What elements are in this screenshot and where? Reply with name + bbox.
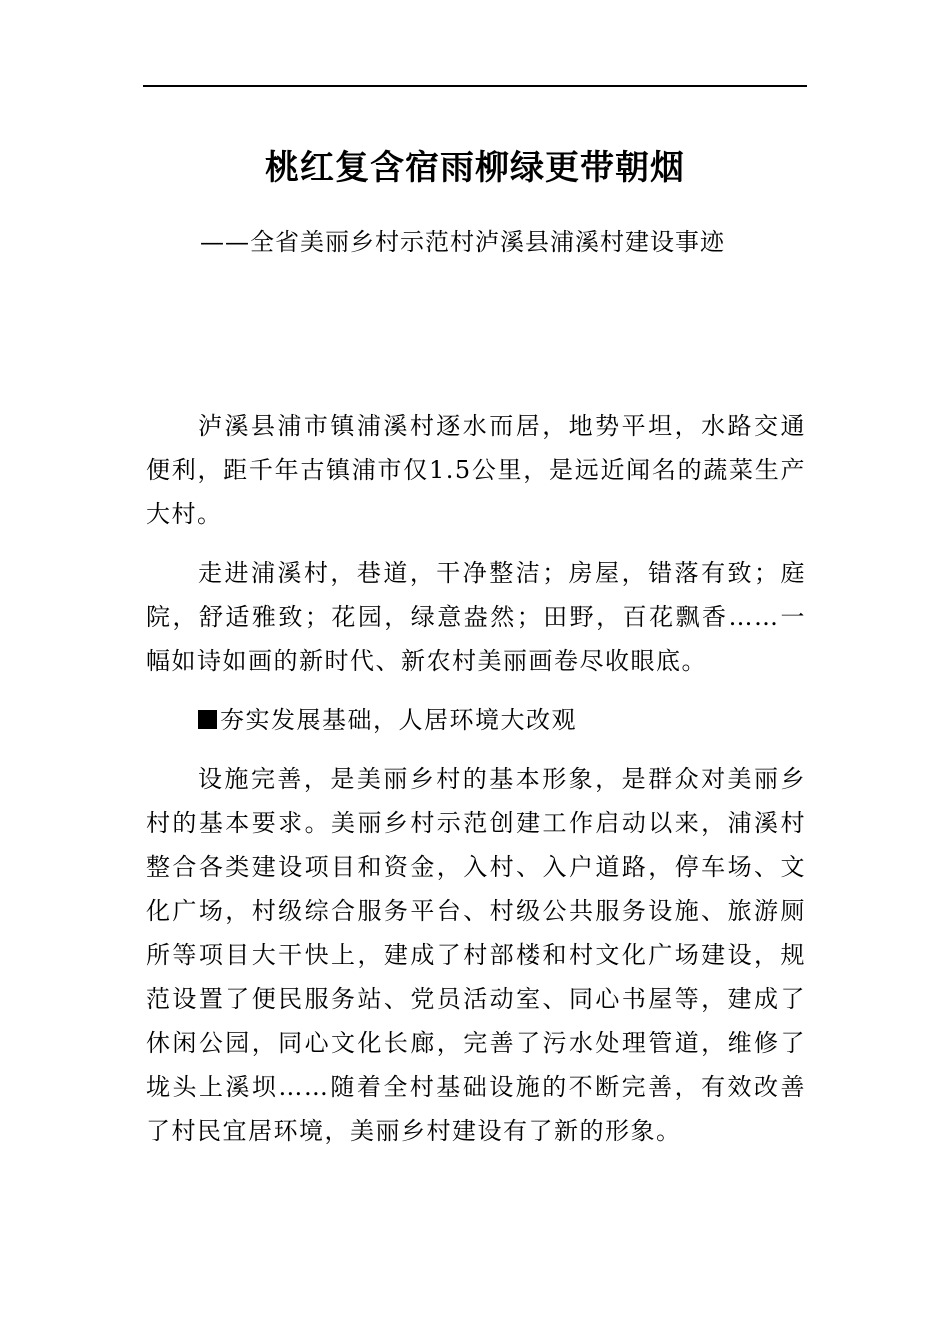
body-paragraph: 设施完善，是美丽乡村的基本形象，是群众对美丽乡村的基本要求。美丽乡村示范创建工作启动以来，浦溪村整合各类建设项目和资金，入村、入户道路，停车场、文化广场，村级综合服务平台、村级公共服务设施、旅游厕所等项目大干快上，建成了村部楼和村文化广场建设，规范设置了便民服务站、党员活动室、同心书屋等，建成了休闲公园，同心文化长廊，完善了污水处理管道，维修了垅头上溪坝……随着全村基础设施的不断完善，有效改善了村民宜居环境，美丽乡村建设有了新的形象。: [146, 765, 806, 1145]
header-rule: [143, 85, 807, 87]
black-square-icon: [198, 710, 217, 729]
document-title: 桃红复含宿雨柳绿更带朝烟: [265, 148, 685, 188]
document-body: [146, 404, 806, 1168]
document-subtitle: ——全省美丽乡村示范村泸溪县浦溪村建设事迹: [200, 228, 725, 256]
section-heading: [146, 698, 806, 742]
body-paragraph: 泸溪县浦市镇浦溪村逐水而居，地势平坦，水路交通便利，距千年古镇浦市仅1.5公里，是远近闻名的蔬菜生产大村。: [146, 412, 806, 528]
body-paragraph: 走进浦溪村，巷道，干净整洁；房屋，错落有致；庭院，舒适雅致；花园，绿意盎然；田野，百花飘香……一幅如诗如画的新时代、新农村美丽画卷尽收眼底。: [146, 559, 806, 675]
section-heading-text: 夯实发展基础，人居环境大改观: [220, 706, 577, 734]
